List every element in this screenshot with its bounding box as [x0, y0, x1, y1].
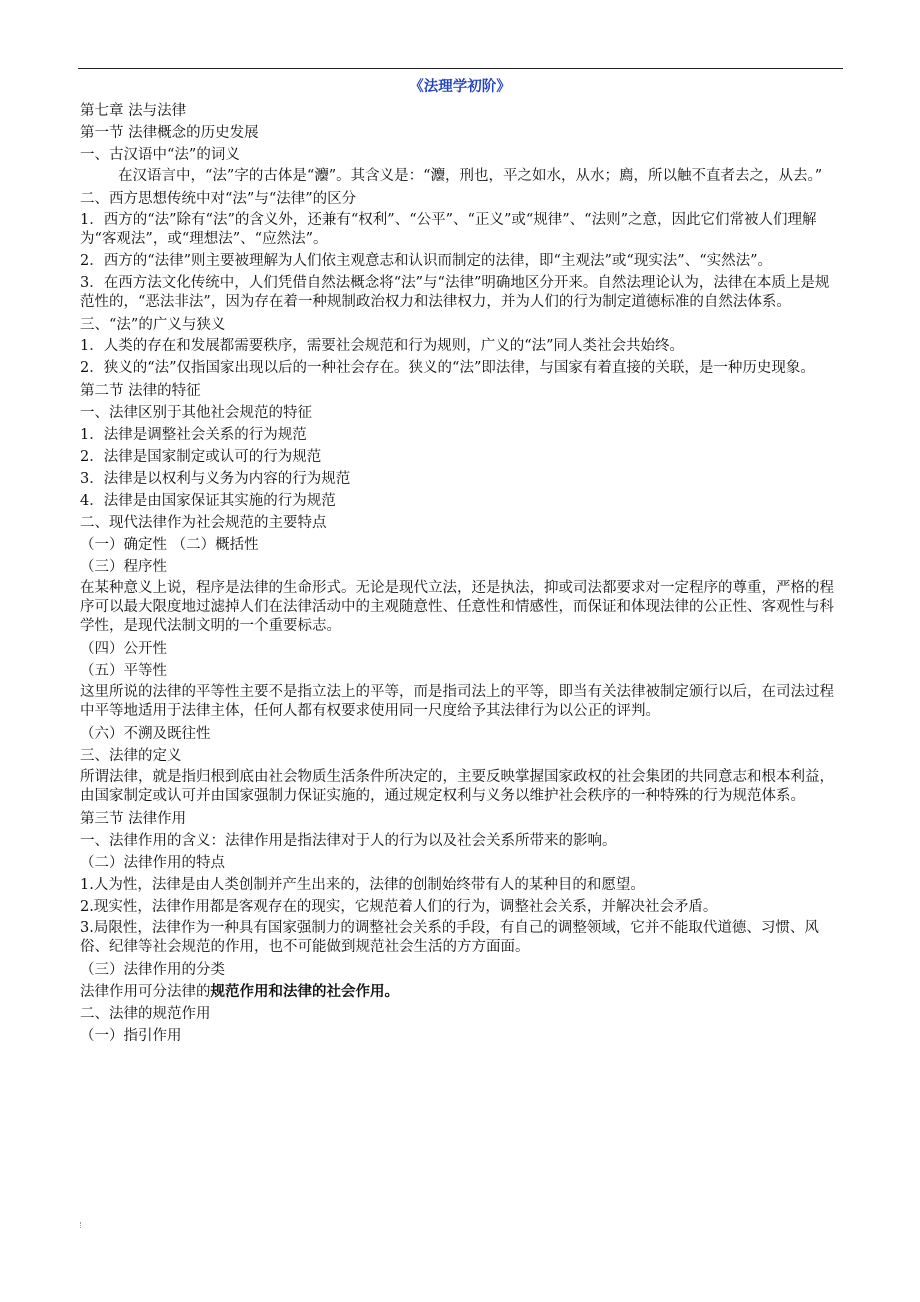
subheading: 二、现代法律作为社会规范的主要特点 [80, 515, 327, 531]
section-heading: 第三节 法律作用 [80, 811, 187, 827]
subheading: 一、法律区别于其他社会规范的特征 [80, 405, 312, 421]
subheading: 二、法律的规范作用 [80, 1006, 211, 1022]
list-item: （五）平等性 [80, 663, 167, 679]
subheading: 二、西方思想传统中对“法”与“法律”的区分 [80, 191, 357, 207]
bold-text-span: 规范作用和法律的社会作用。 [210, 983, 399, 1000]
paragraph: 3.局限性，法律作为一种具有国家强制力的调整社会关系的手段，有自己的调整领域，它并不能取代道德、习惯、风俗、纪律等社会规范的作用，也不可能做到规范社会生活的方方面面。 [80, 920, 819, 955]
list-item: 1.人为性，法律是由人类创制并产生出来的，法律的创制始终带有人的某种目的和愿望。 [80, 877, 645, 893]
paragraph: 在某种意义上说，程序是法律的生命形式。无论是现代立法，还是执法，抑或司法都要求对一定程序的尊重，严格的程序可以最大限度地过滤掉人们在法律活动中的主观随意性、任意性和情感性，而保证和体现法律的公正性、客观性与科学性，是现代法制文明的一个重要标志。 [80, 580, 834, 634]
paragraph: 2．西方的“法律”则主要被理解为人们依主观意志和认识而制定的法律，即“主观法”或“现实法”、“实然法”。 [80, 253, 773, 269]
paragraph: 所谓法律，就是指归根到底由社会物质生活条件所决定的，主要反映掌握国家政权的社会集团的共同意志和根本利益，由国家制定或认可并由国家强制力保证实施的，通过规定权利与义务以维护社会秩序的一种特殊的行为规范体系。 [80, 769, 834, 804]
chapter-heading: 第七章 法与法律 [80, 103, 187, 119]
document-title: 《法理学初阶》 [409, 79, 511, 95]
paragraph: 这里所说的法律的平等性主要不是指立法上的平等，而是指司法上的平等，即当有关法律被制定颁行以后，在司法过程中平等地适用于法律主体，任何人都有权要求使用同一尺度给予其法律行为以公正的评判。 [80, 684, 834, 719]
list-item: 3．法律是以权利与义务为内容的行为规范 [80, 471, 351, 487]
subheading: 一、古汉语中“法”的词义 [80, 147, 240, 163]
list-item: 2.现实性，法律作用都是客观存在的现实，它规范着人们的行为，调整社会关系，并解决社会矛盾。 [80, 899, 718, 915]
section-heading: 第一节 法律概念的历史发展 [80, 125, 259, 141]
list-item: （一）确定性 （二）概括性 [80, 537, 259, 553]
list-item: 1．法律是调整社会关系的行为规范 [80, 427, 307, 443]
list-item: （三）法律作用的分类 [80, 962, 225, 978]
paragraph-line [80, 981, 842, 1003]
list-item: （三）程序性 [80, 559, 167, 575]
page-corner-mark [80, 1222, 85, 1228]
section-heading: 第二节 法律的特征 [80, 383, 201, 399]
subheading: 三、法律的定义 [80, 748, 182, 764]
list-item: 2．法律是国家制定或认可的行为规范 [80, 449, 322, 465]
paragraph: 3．在西方法文化传统中，人们凭借自然法概念将“法”与“法律”明确地区分开来。自然法理论认为，法律在本质上是规范性的，“恶法非法”，因为存在着一种规制政治权力和法律权力，并为人们的行为制定道德标准的自然法体系。 [80, 275, 830, 310]
paragraph: 2．狭义的“法”仅指国家出现以后的一种社会存在。狭义的“法”即法律，与国家有着直接的关联，是一种历史现象。 [80, 360, 815, 376]
list-item: （六）不溯及既往性 [80, 726, 211, 742]
list-item: （一）指引作用 [80, 1028, 182, 1044]
list-item: （四）公开性 [80, 641, 167, 657]
paragraph: 1．人类的存在和发展都需要秩序，需要社会规范和行为规则，广义的“法”同人类社会共始终。 [80, 338, 685, 354]
paragraph: 1．西方的“法”除有“法”的含义外，还兼有“权利”、“公平”、“正义”或“规律”、“法则”之意，因此它们常被人们理解为“客观法”，或“理想法”、“应然法”。 [80, 212, 817, 247]
list-item: （二）法律作用的特点 [80, 855, 225, 871]
subheading: 一、法律作用的含义：法律作用是指法律对于人的行为以及社会关系所带来的影响。 [80, 833, 617, 849]
document-body [80, 100, 842, 1047]
subheading: 三、“法”的广义与狭义 [80, 317, 226, 333]
paragraph: 在汉语言中，“法”字的古体是“灋”。其含义是：“灋，刑也，平之如水，从水；廌，所以触不直者去之，从去。” [118, 168, 823, 184]
header-rule [78, 68, 843, 69]
list-item: 4．法律是由国家保证其实施的行为规范 [80, 493, 336, 509]
text-span: 法律作用可分法律的 [80, 984, 211, 1000]
